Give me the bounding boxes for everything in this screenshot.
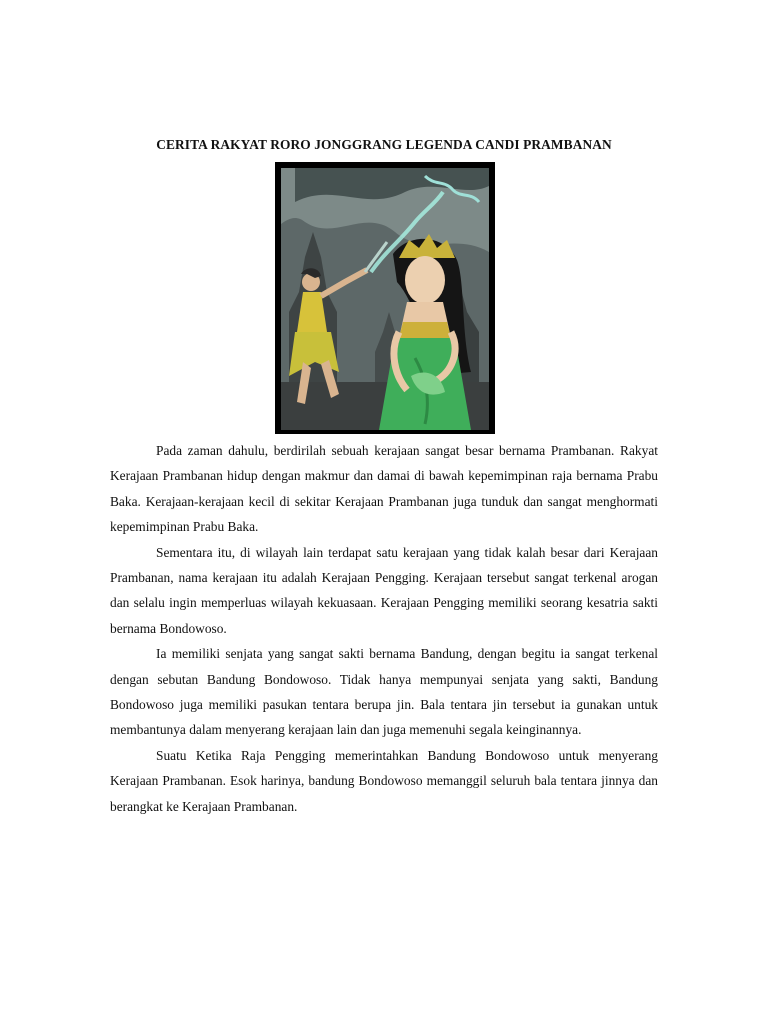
paragraph-2: Sementara itu, di wilayah lain terdapat satu kerajaan yang tidak kalah besar dari Kerajaan Prambanan, nama kerajaan itu adalah Kerajaan Pengging. Kerajaan tersebut sangat terkenal arogan dan selalu ingin memperluas wilayah kekuasaan. Kerajaan Pengging memiliki seorang kesatria sakti bernama Bondowoso. bbox=[110, 544, 658, 636]
story-illustration bbox=[275, 162, 495, 434]
roro-jonggrang-illustration bbox=[275, 162, 495, 434]
paragraph-3: Ia memiliki senjata yang sangat sakti bernama Bandung, dengan begitu ia sangat terkenal dengan sebutan Bandung Bondowoso. Tidak hanya mempunyai senjata yang sakti, Bandung Bondowoso juga memiliki pasukan tentara berupa jin. Bala tentara jin tersebut ia gunakan untuk membantunya dalam menyerang kerajaan lain dan juga memenuhi segala keinginannya. bbox=[110, 646, 658, 738]
story-body bbox=[110, 438, 658, 819]
paragraph-1: Pada zaman dahulu, berdirilah sebuah kerajaan sangat besar bernama Prambanan. Rakyat Kerajaan Prambanan hidup dengan makmur dan damai di bawah kepemimpinan raja bernama Prabu Baka. Kerajaan-kerajaan kecil di sekitar Kerajaan Prambanan juga tunduk dan sangat menghormati kepemimpinan Prabu Baka. bbox=[110, 443, 658, 535]
document-title: CERITA RAKYAT RORO JONGGRANG LEGENDA CANDI PRAMBANAN bbox=[156, 137, 612, 152]
paragraph-4: Suatu Ketika Raja Pengging memerintahkan Bandung Bondowoso untuk menyerang Kerajaan Prambanan. Esok harinya, bandung Bondowoso memanggil seluruh bala tentara jinnya dan berangkat ke Kerajaan Prambanan. bbox=[110, 747, 658, 814]
